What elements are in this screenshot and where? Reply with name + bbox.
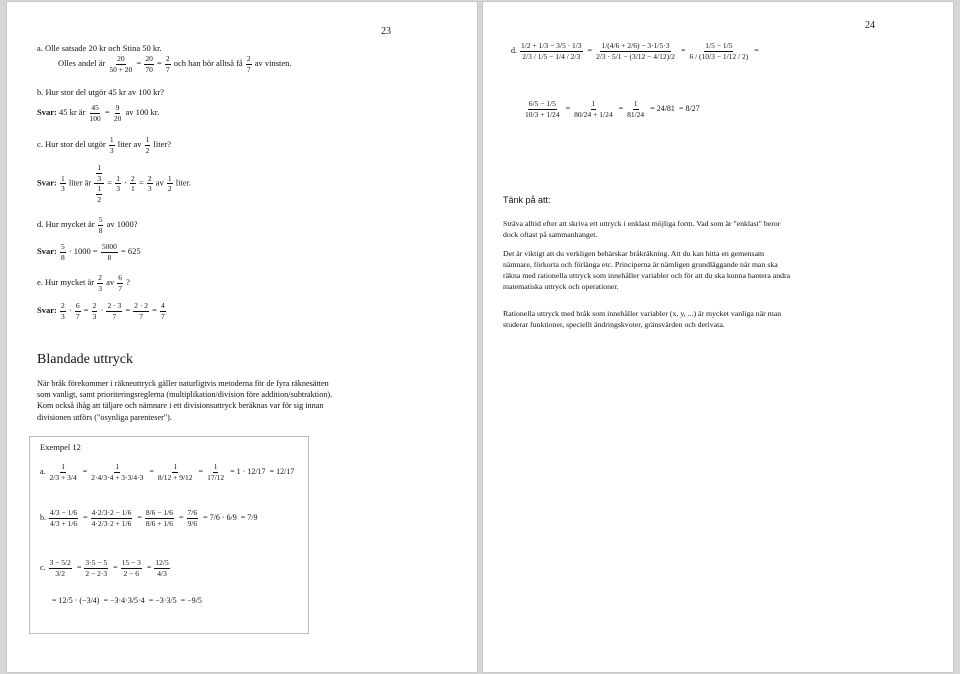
rd1-step-2: = $\frac{1/5 - 1/5}{6 / (10/3 - 1/12 / 2)}$ — [680, 41, 749, 61]
rd2-step-2: = $\frac{1}{81/24}$ — [618, 99, 645, 119]
exercise-b-answer: Svar: 45 kr är $\frac{45}{100}$ = $\frac{9}{20}$ av 100 kr. — [37, 103, 160, 123]
exc2-step-3: = −9/5 — [180, 596, 202, 605]
exercise-d-answer: Svar: $\frac{5}{8}$ · 1000 = $\frac{5000}{8}$ = 625 — [37, 242, 141, 262]
tank-paragraph-1: Sträva alltid efter att skriva ett uttryck i enklast möjliga form. Vad som är "enklast" beror dock oftast på sammanhanget. — [503, 219, 781, 240]
rd2-step-4: = 8/27 — [678, 103, 700, 113]
rd1-step-0: $\frac{1/2 + 1/3 - 3/5 \cdot 1/3}{2/3 / 1/5 - 1/4 / 2/3}$ — [521, 41, 582, 61]
exercise-a-answer: Olles andel är $\frac{20}{50 + 20}$ = $\frac{20}{70}$ = $\frac{2}{7}$ och han bör alltså få $\frac{2}{7}$ av vinsten. — [58, 54, 292, 74]
section-title: Blandade uttryck — [37, 352, 134, 367]
tank-title: Tänk på att: — [503, 195, 551, 205]
example-a: a. $\frac{1}{2/3 + 3/4}$ = $\frac{1}{2\cdot 4/3\cdot 4 + 3\cdot 3/4\cdot 3}$ = $\frac{1}{8/12 + 9/12}$ = $\frac{1}{17/12}$ = 1 · 12/17 = 12/17 — [40, 462, 295, 482]
exercise-b-question: b. Hur stor del utgör 45 kr av 100 kr? — [37, 87, 165, 97]
exa-step-0: $\frac{1}{2/3 + 3/4}$ — [49, 462, 77, 482]
rd2-step-0: $\frac{6/5 - 1/5}{10/3 + 1/24}$ — [525, 99, 560, 119]
exb-step-5: = 7/9 — [240, 512, 258, 522]
exc1-step-3: = $\frac{12/5}{4/3}$ — [146, 558, 169, 578]
exa-step-3: = $\frac{1}{17/12}$ — [198, 462, 225, 482]
exc1-step-1: = $\frac{3\cdot 5 - 5}{2 - 2\cdot 3}$ — [76, 558, 108, 578]
exercise-d-question: d. Hur mycket är $\frac{5}{8}$ av 1000? — [37, 215, 138, 235]
exc2-step-1: = −3·4·3/5·4 — [103, 596, 145, 605]
tank-paragraph-2: Det är viktigt att du verkligen behärskar bråkräkning. Att du kan hitta en gemensam nämnare, förkorta och förlänga etc. Principerna är nämligen grundläggande när man ska räkna med rationella uttryck som innehåller variabler och för att du ska kunna hantera andra matematiska uttryck och operationer. — [503, 249, 791, 292]
exercise-c-question: c. Hur stor del utgör $\frac{1}{3}$ liter av $\frac{1}{2}$ liter? — [37, 135, 172, 155]
exa-step-4: = 1 · 12/17 — [230, 466, 266, 476]
exercise-e-answer: Svar: $\frac{2}{3}$ · $\frac{6}{7}$ = $\frac{2}{3}$ · $\frac{2 \cdot 3}{7}$ = $\frac{2 \cdot 2}{7}$ = $\frac{4}{7}$ — [37, 301, 165, 321]
right-page — [482, 1, 954, 673]
exb-step-1: = $\frac{4\cdot 2/3\cdot 2 - 1/6}{4\cdot 2/3\cdot 2 + 1/6}$ — [83, 508, 132, 528]
example-b: b. $\frac{4/3 - 1/6}{4/3 + 1/6}$ = $\frac{4\cdot 2/3\cdot 2 - 1/6}{4\cdot 2/3\cdot 2 + 1/6}$ = $\frac{8/6 - 1/6}{8/6 + 1/6}$ = $\frac{7/6}{9/6}$ = 7/6 · 6/9 = 7/9 — [40, 508, 258, 528]
example-box — [29, 436, 309, 634]
rd2-step-1: = $\frac{1}{80/24 + 1/24}$ — [565, 99, 613, 119]
exa-step-1: = $\frac{1}{2\cdot 4/3\cdot 4 + 3\cdot 3/4\cdot 3}$ — [82, 462, 144, 482]
exercise-c-answer: Svar: $\frac{1}{3}$ liter är $\frac{\frac{1}{3}}{\frac{1}{2}}$ = $\frac{1}{3}$ · $\frac{2}{1}$ = $\frac{2}{3}$ av $\frac{1}{2}$ liter. — [37, 163, 192, 204]
left-page — [6, 1, 478, 673]
exa-step-5: = 12/17 — [269, 466, 295, 476]
page-number: 23 — [381, 26, 391, 37]
exc2-step-0: = 12/5 · (−3/4) — [52, 596, 100, 605]
exercise-a-label: a. Olle satsade 20 kr och Stina 50 kr. — [37, 43, 162, 53]
exercise-d-row2 — [523, 100, 704, 118]
example-title: Exempel 12 — [40, 442, 81, 452]
example-c-row2 — [52, 597, 206, 606]
section-paragraph: När bråk förekommer i räkneuttryck gäller naturligtvis metoderna för de fyra räknesätten som vanligt, samt prioriteringsreglerna (multiplikation/division före addition/subtraktion). Kom också ihåg att täljare och nämnare i ett divisionsuttryck beräknas var för sig innan divisionen utförs ("osynliga parenteser"). — [37, 379, 333, 422]
exc2-step-2: = −3·3/5 — [148, 596, 177, 605]
exercise-e-question: e. Hur mycket är $\frac{2}{3}$ av $\frac{6}{7}$ ? — [37, 273, 130, 293]
rd1-step-1: = $\frac{1/(4/6 + 2/6) - 3\cdot 1/5\cdot 3}{2/3 \cdot 5/1 - (3/12 - 4/12)/2}$ — [587, 41, 675, 61]
exb-step-0: $\frac{4/3 - 1/6}{4/3 + 1/6}$ — [50, 508, 78, 528]
exb-step-4: = 7/6 · 6/9 — [203, 512, 237, 522]
exa-step-2: = $\frac{1}{8/12 + 9/12}$ — [149, 462, 193, 482]
rd2-step-3: = 24/81 — [650, 103, 675, 113]
example-c-row1: c. $\frac{3 - 5/2}{3/2}$ = $\frac{3\cdot 5 - 5}{2 - 2\cdot 3}$ = $\frac{15 - 3}{2 - 6}$ = $\frac{12/5}{4/3}$ — [40, 558, 169, 578]
tank-paragraph-3: Rationella uttryck med bråk som innehåller variabler (x, y, ...) är mycket vanliga när man studerar funktioner, speciellt ändringskvoter, gränsvärden och derivata. — [503, 309, 782, 330]
page-number: 24 — [865, 20, 875, 31]
exb-step-2: = $\frac{8/6 - 1/6}{8/6 + 1/6}$ — [137, 508, 173, 528]
exc1-step-0: $\frac{3 - 5/2}{3/2}$ — [49, 558, 71, 578]
exb-step-3: = $\frac{7/6}{9/6}$ — [179, 508, 198, 528]
exc1-step-2: = $\frac{15 - 3}{2 - 6}$ — [113, 558, 141, 578]
exercise-d-row1: d. $\frac{1/2 + 1/3 - 3/5 \cdot 1/3}{2/3 / 1/5 - 1/4 / 2/3}$ = $\frac{1/(4/6 + 2/6) - 3\cdot 1/5\cdot 3}{2/3 \cdot 5/1 - (3/12 - 4/12)/2}$ = $\frac{1/5 - 1/5}{6 / (10/3 - 1/12 / 2)}$ = — [511, 41, 759, 61]
rd1-step-3: = — [754, 45, 759, 55]
